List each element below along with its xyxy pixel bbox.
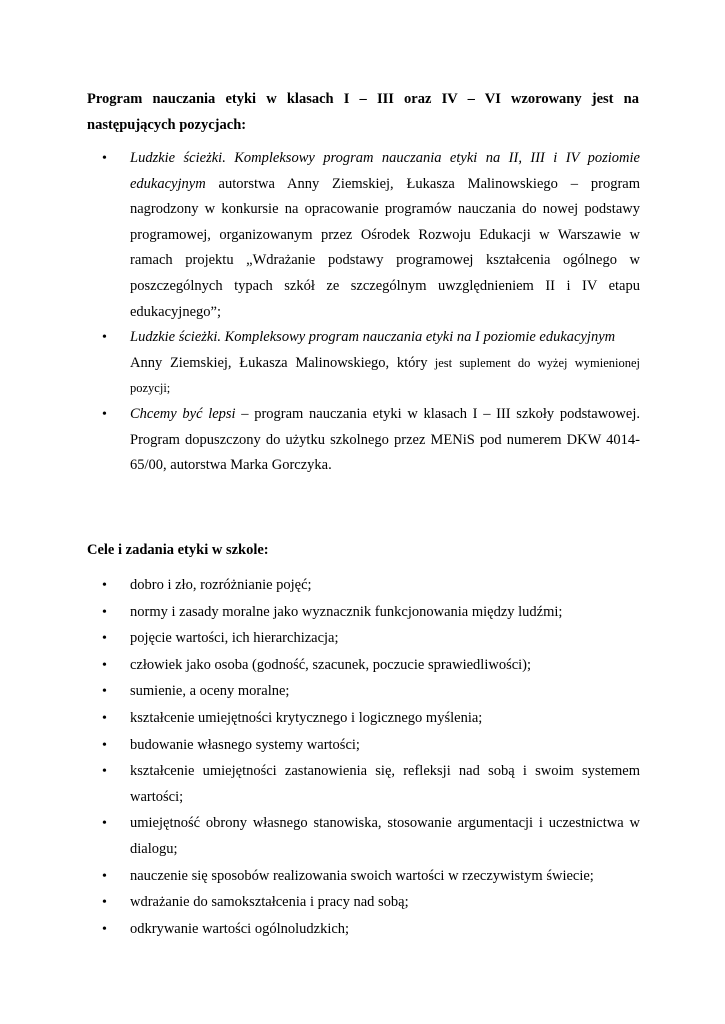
goal-text: dobro i zło, rozróżnianie pojęć; — [130, 577, 312, 593]
bullet-icon: • — [102, 816, 107, 832]
bullet-icon: • — [102, 737, 107, 753]
program-title: Ludzkie ścieżki. Kompleksowy program nauczania etyki na II, III i IV poziomie edukacyjnym — [130, 150, 640, 192]
list-item — [0, 759, 640, 810]
bullet-icon: • — [102, 604, 107, 620]
goal-text: normy i zasady moralne jako wyznacznik funkcjonowania między ludźmi; — [130, 603, 563, 620]
goal-text: budowanie własnego systemy wartości; — [130, 736, 360, 753]
list-item — [0, 917, 640, 943]
list-item — [0, 146, 640, 325]
bullet-icon: • — [102, 684, 107, 700]
program-description: Anny Ziemskiej, Łukasza Malinowskiego, który — [130, 354, 428, 371]
goal-text: nauczenie się sposobów realizowania swoich wartości w rzeczywistym świecie; — [130, 867, 594, 884]
list-item — [0, 890, 640, 916]
bullet-icon: • — [102, 151, 107, 166]
bullet-icon: • — [102, 657, 107, 673]
list-item — [0, 733, 640, 759]
bullet-icon: • — [102, 631, 107, 647]
goal-text: odkrywanie wartości ogólnoludzkich; — [130, 920, 350, 937]
list-item — [0, 679, 640, 705]
program-title: Chcemy być lepsi — [130, 405, 236, 422]
list-item — [0, 325, 640, 402]
list-item — [0, 600, 640, 626]
goals-heading: Cele i zadania etyki w szkole: — [87, 542, 269, 558]
program-description-small: jest suplement do wyżej wymienionej pozycji; — [130, 355, 640, 396]
bullet-icon: • — [102, 330, 107, 346]
list-item — [0, 402, 640, 479]
program-description: autorstwa Anny Ziemskiej, Łukasza Malinowskiego – program nagrodzony w konkursie na opracowanie programów nauczania do nowej podstawy programowej, organizowanym przez Ośrodek Rozwoju Edukacji w Warszawie w ramach projektu „Wdrażanie podstawy programowej kształcenia ogólnego w poszczególnych typach szkół ze szczególnym uwzględnieniem II i IV etapu edukacyjnego”; — [130, 175, 640, 320]
program-sources-list — [0, 146, 725, 479]
list-item — [0, 626, 640, 652]
bullet-icon: • — [102, 578, 107, 593]
bullet-icon: • — [102, 895, 107, 911]
program-title: Ludzkie ścieżki. Kompleksowy program nauczania etyki na I poziomie edukacyjnym — [130, 329, 616, 346]
list-item — [0, 706, 640, 732]
goal-text: kształcenie umiejętności krytycznego i logicznego myślenia; — [130, 709, 483, 726]
goals-list — [0, 573, 725, 943]
bullet-icon: • — [102, 710, 107, 726]
list-item — [0, 573, 640, 599]
list-item — [0, 811, 640, 862]
program-description: – program nauczania etyki w klasach I – III szkoły podstawowej. Program dopuszczony do użytku szkolnego przez MENiS pod numerem DKW 4014-65/00, autorstwa Marka Gorczyka. — [130, 405, 640, 474]
goal-text: umiejętność obrony własnego stanowiska, stosowanie argumentacji i uczestnictwa w dialogu; — [130, 815, 640, 857]
list-item — [0, 653, 640, 679]
program-sources-heading — [87, 86, 639, 138]
goal-text: kształcenie umiejętności zastanowienia się, refleksji nad sobą i swoim systemem wartości; — [130, 763, 640, 805]
bullet-icon: • — [102, 764, 107, 780]
goal-text: pojęcie wartości, ich hierarchizacja; — [130, 630, 339, 647]
goal-text: człowiek jako osoba (godność, szacunek, poczucie sprawiedliwości); — [130, 656, 532, 673]
goal-text: sumienie, a oceny moralne; — [130, 683, 290, 700]
heading-line: następujących pozycjach: — [87, 117, 247, 133]
bullet-icon: • — [102, 921, 107, 937]
goal-text: wdrażanie do samokształcenia i pracy nad sobą; — [130, 894, 409, 911]
heading-line: Program nauczania etyki w klasach I – III oraz IV – VI wzorowany jest na — [87, 91, 639, 107]
bullet-icon: • — [102, 406, 107, 422]
list-item — [0, 864, 640, 890]
bullet-icon: • — [102, 868, 107, 884]
